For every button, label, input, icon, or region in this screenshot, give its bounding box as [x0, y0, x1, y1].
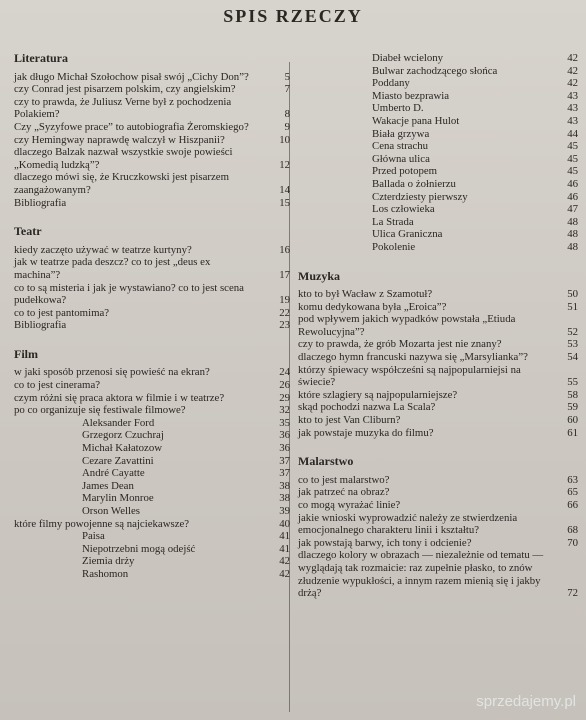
toc-entry: dlaczego Balzak nazwał wszystkie swoje powieści „Komedią ludzką”? 12	[14, 146, 290, 171]
toc-entry: co to jest pantomima? 22	[14, 306, 290, 319]
toc-subentry: Cezare Zavattini 37	[82, 454, 290, 467]
toc-subentry: Los człowieka 47	[372, 203, 578, 216]
toc-subentry: Ziemia drży 42	[82, 555, 290, 568]
toc-subentry: James Dean 38	[82, 479, 290, 492]
toc-subentry: Paisa 41	[82, 530, 290, 543]
toc-subentry: Umberto D. 43	[372, 102, 578, 115]
toc-subentry: Diabeł wcielony 42	[372, 52, 578, 64]
toc-subentry: Niepotrzebni mogą odejść 41	[82, 542, 290, 555]
section-heading-teatr: Teatr	[14, 224, 42, 239]
toc-entry: Czy „Syzyfowe prace” to autobiografia Żeromskiego? 9	[14, 120, 290, 133]
toc-entry: kiedy zaczęto używać w teatrze kurtyny? 16	[14, 243, 290, 256]
toc-entry: czy to prawda, że grób Mozarta jest nie znany? 53	[298, 338, 578, 351]
toc-entry: kto to jest Van Cliburn? 60	[298, 414, 578, 427]
toc-entry: czy to prawda, że Juliusz Verne był z pochodzenia Polakiem? 8	[14, 95, 290, 121]
toc-entry: które filmy powojenne są najciekawsze? 40	[14, 517, 290, 530]
toc-entry: co to są misteria i jak je wystawiano? co to jest scena pudełkowa? 19	[14, 281, 290, 307]
toc-subentry: Grzegorz Czuchraj 36	[82, 429, 290, 442]
page-title: SPIS RZECZY	[223, 6, 363, 26]
toc-subentry: Michał Kałatozow 36	[82, 442, 290, 455]
toc-subentry: Przed potopem 45	[372, 165, 578, 178]
watermark: sprzedajemy.pl	[476, 693, 576, 710]
toc-entry: skąd pochodzi nazwa La Scala? 59	[298, 401, 578, 414]
toc-subentry: Poddany 42	[372, 77, 578, 90]
toc-entry: co mogą wyrażać linie? 66	[298, 499, 578, 511]
toc-subentry: Aleksander Ford 35	[82, 416, 290, 429]
toc-subentry: Marylin Monroe 38	[82, 492, 290, 505]
toc-entry: dlaczego mówi się, że Kruczkowski jest pisarzem zaangażowanym? 14	[14, 171, 290, 196]
left-column	[14, 52, 290, 581]
toc-entry: komu dedykowana była „Eroica”? 51	[298, 300, 578, 313]
section-heading-malarstwo: Malarstwo	[298, 454, 354, 469]
toc-entry: co to jest cinerama? 26	[14, 379, 290, 392]
toc-entry: czym różni się praca aktora w filmie i w teatrze? 29	[14, 391, 290, 404]
toc-entry: jak powstaje muzyka do filmu? 61	[298, 426, 578, 439]
toc-subentry: Bulwar zachodzącego słońca 42	[372, 64, 578, 77]
toc-subentry: La Strada 48	[372, 215, 578, 228]
section-heading-film: Film	[14, 346, 38, 361]
toc-subentry: Czterdziesty pierwszy 46	[372, 190, 578, 203]
toc-entry: którzy śpiewacy współcześni są najpopularniejsi na świecie? 55	[298, 363, 578, 389]
toc-subentry: Orson Welles 39	[82, 505, 290, 517]
toc-entry: jak długo Michał Szołochow pisał swój „Cichy Don”? 5	[14, 70, 290, 83]
toc-entry: czy Conrad jest pisarzem polskim, czy angielskim? 7	[14, 83, 290, 96]
toc-subentry: Ulica Graniczna 48	[372, 228, 578, 241]
section-heading-literatura: Literatura	[14, 51, 68, 65]
toc-entry: pod wpływem jakich wypadków powstała „Etiuda Rewolucyjna”? 52	[298, 313, 578, 338]
toc-subentry: Biała grzywa 44	[372, 127, 578, 140]
toc-entry: kto to był Wacław z Szamotuł? 50	[298, 288, 578, 301]
toc-entry: co to jest malarstwo? 63	[298, 473, 578, 486]
toc-subentry: Pokolenie 48	[372, 240, 578, 253]
toc-entry: Bibliografia 23	[14, 319, 290, 332]
toc-entry: które szlagiery są najpopularniejsze? 58	[298, 388, 578, 401]
toc-entry: po co organizuje się festiwale filmowe? 32	[14, 404, 290, 417]
toc-entry: czy Hemingway naprawdę walczył w Hiszpanii? 10	[14, 133, 290, 146]
toc-entry: jakie wnioski wyprowadzić należy ze stwierdzenia emocjonalnego charakteru linii i kształtu? 68	[298, 511, 578, 537]
toc-entry: jak w teatrze pada deszcz? co to jest „deus ex machina”? 17	[14, 256, 290, 281]
toc-subentry: Główna ulica 45	[372, 152, 578, 165]
toc-entry: jak patrzeć na obraz? 65	[298, 486, 578, 499]
toc-entry: dlaczego kolory w obrazach — niezależnie od tematu — wyglądają tak rozmaicie: raz zupełnie płasko, to znów złudzenie wypukłości, a innym razem mienią się i jakby drżą? 72	[298, 549, 578, 600]
toc-entry: dlaczego hymn francuski nazywa się „Marsylianka”? 54	[298, 351, 578, 364]
section-heading-muzyka: Muzyka	[298, 268, 340, 283]
toc-subentry: Wakacje pana Hulot 43	[372, 114, 578, 127]
toc-subentry: Miasto bezprawia 43	[372, 89, 578, 102]
toc-entry: jak powstają barwy, ich tony i odcienie? 70	[298, 536, 578, 549]
toc-subentry: André Cayatte 37	[82, 467, 290, 480]
toc-entry: Bibliografia 15	[14, 196, 290, 209]
toc-subentry: Ballada o żołnierzu 46	[372, 177, 578, 190]
toc-entry: w jaki sposób przenosi się powieść na ekran? 24	[14, 366, 290, 379]
toc-subentry: Rashomon 42	[82, 567, 290, 580]
toc-subentry: Cena strachu 45	[372, 140, 578, 153]
right-column	[298, 52, 578, 600]
